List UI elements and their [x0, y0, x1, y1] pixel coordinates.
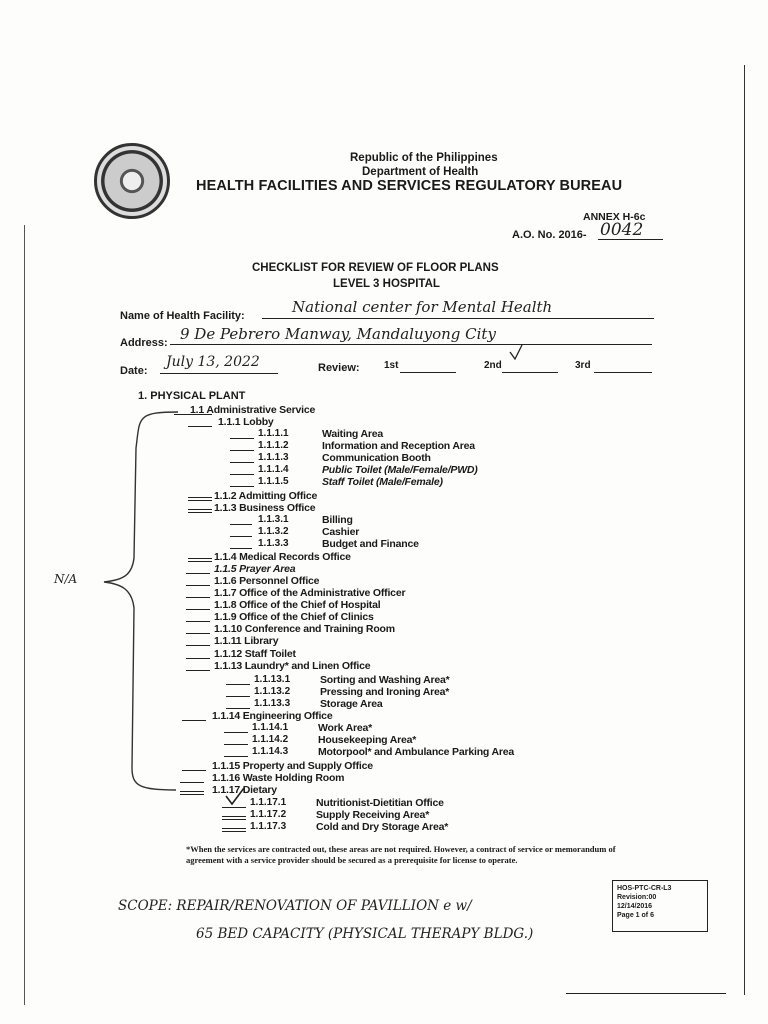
- item-label: 1.1.11 Library: [214, 635, 279, 647]
- checkbox-blank[interactable]: [188, 497, 212, 498]
- item-label: Information and Reception Area: [322, 440, 475, 452]
- item-label: Communication Booth: [322, 452, 431, 464]
- item-label: Billing: [322, 514, 353, 526]
- item-code: 1.1.13.1: [254, 674, 291, 685]
- item-label: Storage Area: [320, 698, 383, 710]
- side-note-na: N/A: [54, 572, 78, 586]
- review-label: Review:: [318, 362, 360, 374]
- checkbox-blank[interactable]: [230, 548, 252, 549]
- checkbox-blank[interactable]: [224, 732, 248, 733]
- control-page: Page 1 of 6: [617, 912, 654, 919]
- item-code: 1.1.14.2: [252, 734, 289, 745]
- item-label: Pressing and Ironing Area*: [320, 686, 450, 698]
- address-value[interactable]: 9 De Pebrero Manway, Mandaluyong City: [180, 325, 496, 343]
- check-mark-icon: [224, 786, 246, 808]
- item-label: 1.1.15 Property and Supply Office: [212, 760, 373, 772]
- checkbox-blank[interactable]: [222, 828, 246, 829]
- item-code: 1.1.13.3: [254, 698, 291, 709]
- item-code: 1.1.13.2: [254, 686, 291, 697]
- checkbox-blank[interactable]: [182, 770, 206, 771]
- right-margin-line: [744, 65, 745, 995]
- item-label: Budget and Finance: [322, 538, 419, 550]
- section-heading: 1. PHYSICAL PLANT: [138, 390, 246, 402]
- checkbox-blank[interactable]: [186, 573, 210, 574]
- item-label: Staff Toilet (Male/Female): [322, 476, 443, 488]
- item-label: Sorting and Washing Area*: [320, 674, 450, 686]
- checkbox-blank[interactable]: [188, 500, 212, 501]
- checkbox-blank[interactable]: [226, 684, 250, 685]
- item-label: Cashier: [322, 526, 360, 538]
- annex-label: ANNEX H-6c: [583, 211, 646, 223]
- item-label: 1.1.4 Medical Records Office: [214, 551, 351, 563]
- checkbox-blank[interactable]: [180, 791, 204, 792]
- review-second: 2nd: [484, 360, 502, 371]
- checkbox-blank[interactable]: [186, 670, 210, 671]
- review-first: 1st: [384, 360, 399, 371]
- checkbox-blank[interactable]: [230, 438, 254, 439]
- facility-value[interactable]: National center for Mental Health: [292, 298, 553, 316]
- item-code: 1.1.3.3: [258, 538, 289, 549]
- item-label: Nutritionist-Dietitian Office: [316, 797, 444, 809]
- item-label: Public Toilet (Male/Female/PWD): [322, 464, 478, 476]
- checkbox-blank[interactable]: [222, 819, 246, 820]
- item-label: 1.1.7 Office of the Administrative Officer: [214, 587, 406, 599]
- date-value[interactable]: July 13, 2022: [166, 354, 260, 370]
- scope-note-line1: SCOPE: REPAIR/RENOVATION OF PAVILLION e w/: [118, 898, 472, 914]
- review-third: 3rd: [575, 360, 591, 371]
- checkbox-blank[interactable]: [224, 744, 248, 745]
- control-revision: Revision:00: [617, 894, 657, 901]
- control-date: 12/14/2016: [617, 903, 653, 910]
- header-department: Department of Health: [362, 166, 479, 178]
- item-code: 1.1.1.5: [258, 476, 289, 487]
- item-code: 1.1.17.2: [250, 809, 287, 820]
- checklist-title: CHECKLIST FOR REVIEW OF FLOOR PLANS: [252, 262, 499, 274]
- checkbox-blank[interactable]: [226, 696, 250, 697]
- item-label: 1.1.6 Personnel Office: [214, 575, 320, 587]
- item-label: 1.1.5 Prayer Area: [214, 563, 296, 575]
- header-bureau: HEALTH FACILITIES AND SERVICES REGULATORY BUREAU: [196, 178, 623, 194]
- item-label: 1.1.2 Admitting Office: [214, 490, 318, 502]
- item-label: Housekeeping Area*: [318, 734, 417, 746]
- item-label: 1.1 Administrative Service: [190, 404, 316, 416]
- date-label: Date:: [120, 365, 148, 377]
- item-code: 1.1.3.2: [258, 526, 289, 537]
- checkbox-blank[interactable]: [230, 486, 254, 487]
- bracket-annotation: [96, 408, 186, 798]
- checkbox-blank[interactable]: [188, 509, 212, 510]
- item-code: 1.1.1.4: [258, 464, 289, 475]
- checkbox-blank[interactable]: [222, 831, 246, 832]
- checkbox-blank[interactable]: [180, 782, 204, 783]
- facility-label: Name of Health Facility:: [120, 310, 245, 322]
- checkbox-blank[interactable]: [180, 794, 204, 795]
- item-label: Cold and Dry Storage Area*: [316, 821, 449, 833]
- control-code: HOS-PTC-CR-L3: [617, 885, 672, 892]
- checkbox-blank[interactable]: [188, 426, 212, 427]
- checkbox-blank[interactable]: [226, 708, 250, 709]
- checkbox-blank[interactable]: [230, 450, 254, 451]
- checkbox-blank[interactable]: [230, 536, 252, 537]
- item-label: Supply Receiving Area*: [316, 809, 430, 821]
- item-code: 1.1.14.3: [252, 746, 289, 757]
- document-control-box: [612, 880, 708, 932]
- item-label: 1.1.8 Office of the Chief of Hospital: [214, 599, 381, 611]
- checkbox-blank[interactable]: [230, 474, 254, 475]
- footnote: *When the services are contracted out, these areas are not required. However, a contract of service or memorandum of agreement with a service provider should be secured as a prerequisite for license to operate.: [186, 844, 616, 865]
- item-label: 1.1.14 Engineering Office: [212, 710, 333, 722]
- header-republic: Republic of the Philippines: [350, 152, 498, 164]
- ao-number-handwritten: 0042: [600, 220, 644, 240]
- item-code: 1.1.17.3: [250, 821, 287, 832]
- left-margin-line: [24, 225, 25, 1005]
- item-label: 1.1.10 Conference and Training Room: [214, 623, 395, 635]
- checkbox-blank[interactable]: [230, 462, 254, 463]
- checkbox-blank[interactable]: [188, 558, 212, 559]
- doh-seal-icon: [94, 143, 170, 219]
- item-label: 1.1.9 Office of the Chief of Clinics: [214, 611, 374, 623]
- checkbox-blank[interactable]: [186, 633, 210, 634]
- check-mark-icon: [508, 344, 524, 362]
- checklist-subtitle: LEVEL 3 HOSPITAL: [333, 278, 440, 290]
- item-label: 1.1.3 Business Office: [214, 502, 316, 514]
- address-label: Address:: [120, 337, 168, 349]
- checkbox-blank[interactable]: [186, 621, 210, 622]
- item-label: 1.1.17 Dietary: [212, 784, 277, 796]
- item-code: 1.1.3.1: [258, 514, 289, 525]
- item-label: 1.1.13 Laundry* and Linen Office: [214, 660, 371, 672]
- checkbox-blank[interactable]: [224, 756, 248, 757]
- checkbox-blank[interactable]: [188, 512, 212, 513]
- item-code: 1.1.1.1: [258, 428, 289, 439]
- checkbox-blank[interactable]: [186, 609, 210, 610]
- checkbox-blank[interactable]: [186, 585, 210, 586]
- item-code: 1.1.17.1: [250, 797, 287, 808]
- item-label: 1.1.16 Waste Holding Room: [212, 772, 345, 784]
- item-label: Work Area*: [318, 722, 373, 734]
- item-code: 1.1.1.2: [258, 440, 289, 451]
- item-label: 1.1.1 Lobby: [218, 416, 274, 428]
- scope-note-line2: 65 BED CAPACITY (PHYSICAL THERAPY BLDG.): [196, 926, 534, 942]
- item-label: Motorpool* and Ambulance Parking Area: [318, 746, 515, 758]
- checkbox-blank[interactable]: [182, 720, 206, 721]
- checkbox-blank[interactable]: [186, 645, 210, 646]
- item-label: 1.1.12 Staff Toilet: [214, 648, 296, 660]
- checkbox-blank[interactable]: [188, 561, 212, 562]
- checkbox-blank[interactable]: [222, 816, 246, 817]
- checkbox-blank[interactable]: [186, 658, 210, 659]
- checkbox-blank[interactable]: [186, 597, 210, 598]
- item-code: 1.1.14.1: [252, 722, 289, 733]
- item-label: Waiting Area: [322, 428, 383, 440]
- item-code: 1.1.1.3: [258, 452, 289, 463]
- checkbox-blank[interactable]: [230, 524, 252, 525]
- ao-prefix: A.O. No. 2016-: [512, 229, 587, 241]
